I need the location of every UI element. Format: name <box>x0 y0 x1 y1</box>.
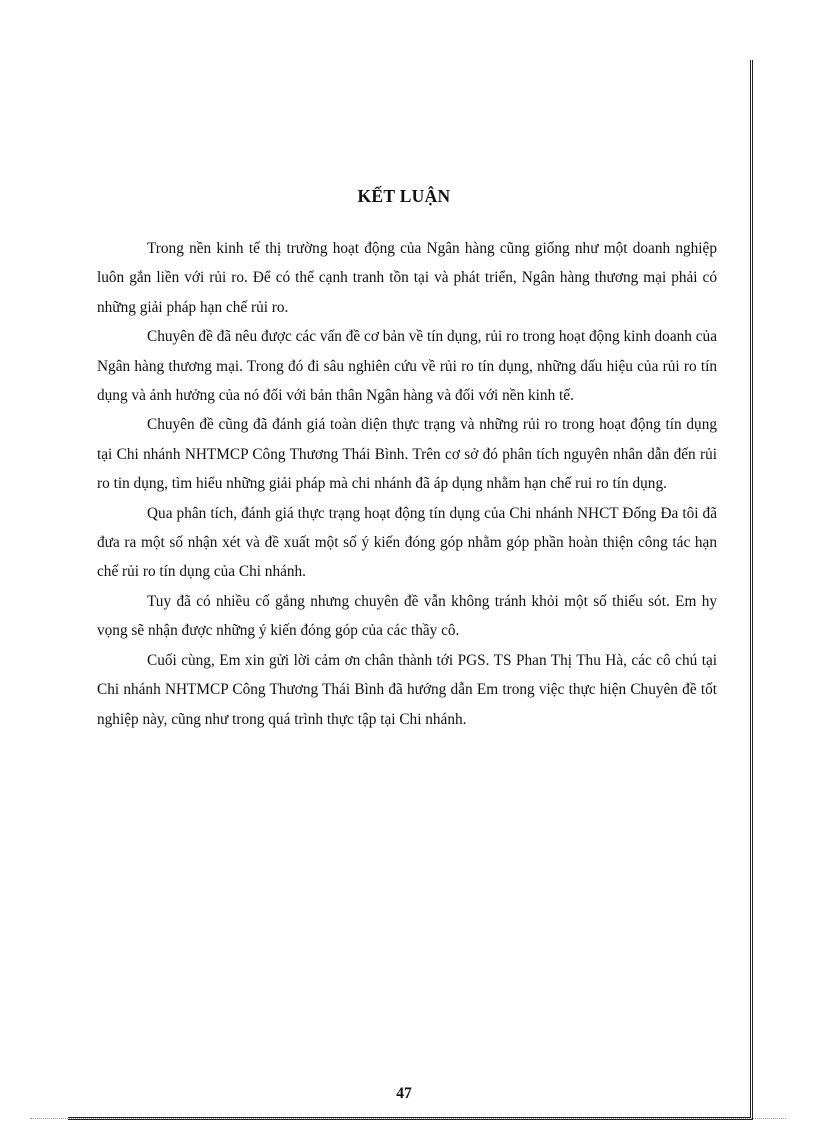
page-number: 47 <box>396 1085 412 1102</box>
paragraph-3: Chuyên đề cũng đã đánh giá toàn diện thực trạng và những rủi ro trong hoạt động tín dụng tại Chi nhánh NHTMCP Công Thương Thái Bình. Trên cơ sở đó phân tích nguyên nhân dẫn đến rủi ro tin dụng, tìm hiểu những giải pháp mà chi nhánh đã áp dụng nhằm hạn chế rui ro tín dụng. <box>97 416 717 493</box>
paragraph-1: Trong nền kinh tế thị trường hoạt động của Ngân hàng cũng giống như một doanh nghiệp luôn gắn liền với rủi ro. Để có thể cạnh tranh tồn tại và phát triển, Ngân hàng thương mại phải có những giải pháp hạn chế rủi ro. <box>97 240 717 316</box>
paragraph-6: Cuối cùng, Em xin gửi lời cảm ơn chân thành tới PGS. TS Phan Thị Thu Hà, các cô chú tại Chi nhánh NHTMCP Công Thương Thái Bình đã hướng dẫn Em trong việc thực hiện Chuyên đề tốt nghiệp này, cũng như trong quá trình thực tập tại Chi nhánh. <box>97 651 717 728</box>
paragraph-2: Chuyên đề đã nêu được các vấn đề cơ bản về tín dụng, rủi ro trong hoạt động kinh doanh của Ngân hàng thương mại. Trong đó đi sâu nghiên cứu về rủi ro tín dụng, những dấu hiệu của rủi ro tín dụng và ảnh hưởng của nó đối với bản thân Ngân hàng và đối với nền kinh tế. <box>97 328 717 405</box>
document-body <box>97 234 717 734</box>
paragraph-4: Qua phân tích, đánh giá thực trạng hoạt động tín dụng của Chi nhánh NHCT Đống Đa tôi đã đưa ra một số nhận xét và đề xuất một số ý kiến đóng góp nhằm góp phần hoàn thiện công tác hạn chế rủi ro tín dụng của Chi nhánh. <box>97 504 717 581</box>
page-title: KẾT LUẬN <box>357 186 451 206</box>
footer-divider <box>30 1118 786 1119</box>
paragraph-5: Tuy đã có nhiều cố gắng nhưng chuyên đề vẫn không tránh khỏi một số thiếu sót. Em hy vọng sẽ nhận được những ý kiến đóng góp của các thầy cô. <box>97 592 717 640</box>
